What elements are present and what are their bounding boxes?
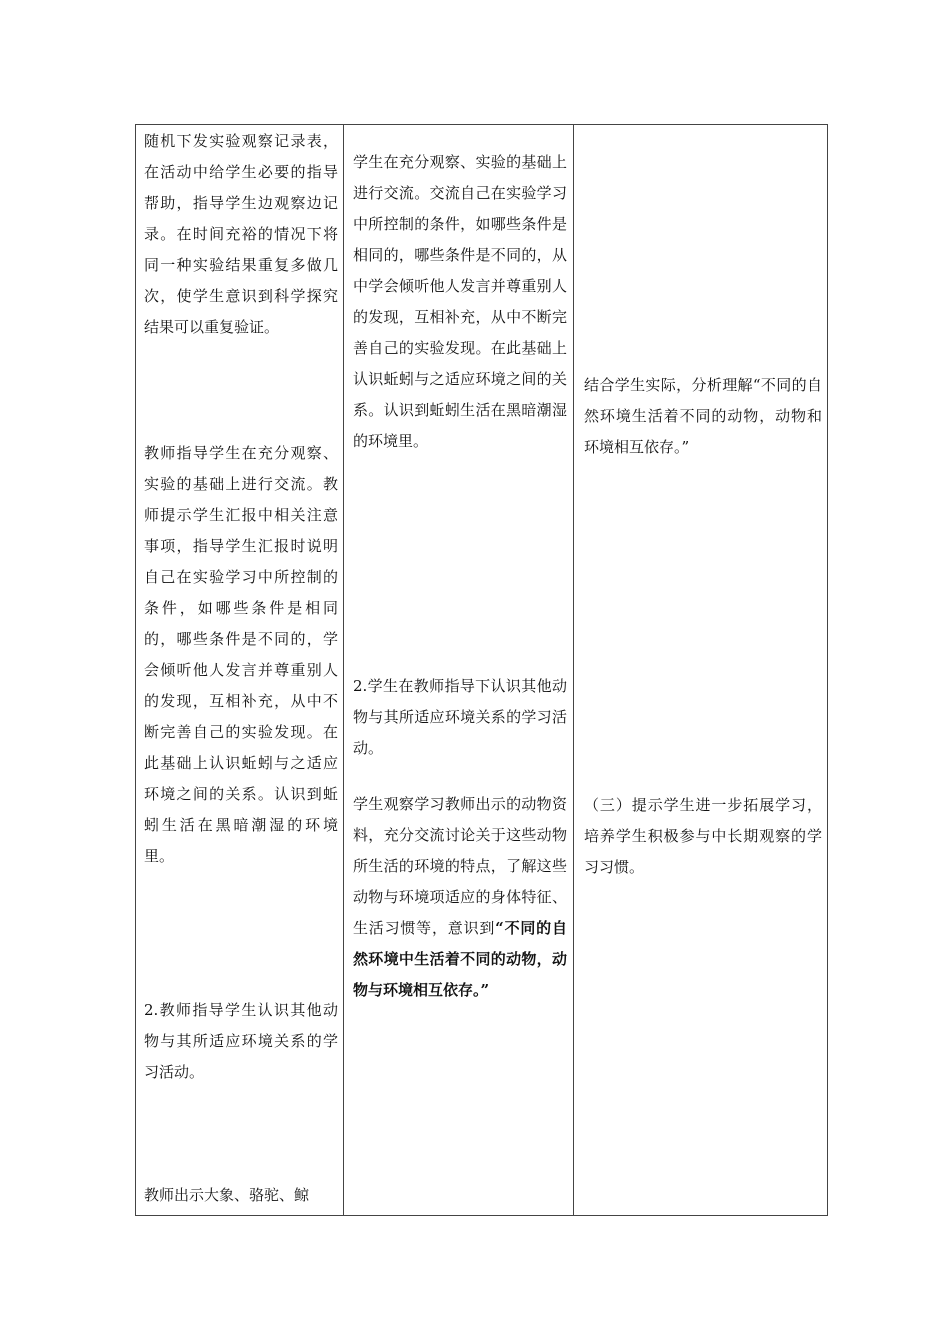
teacher-activity-2-heading: 2.教师指导学生认识其他动物与其所适应环境关系的学习活动。: [144, 1001, 338, 1081]
teacher-exchange-paragraph: 教师指导学生在充分观察、实验的基础上进行交流。教师提示学生汇报中相关注意事项，指导学生汇报时说明自己在实验学习中所控制的条件，如哪些条件是相同的，哪些条件是不同的，学会倾听他人发言并尊重别人的发现，互相补充，从中不断完善自己的实验发现。在此基础上认识蚯蚓与之适应环境之间的关系。认识到蚯蚓生活在黑暗潮湿的环境里。: [144, 444, 338, 865]
design-intent-paragraph-2: （三）提示学生进一步拓展学习，培养学生积极参与中长期观察的学习习惯。: [584, 796, 822, 876]
design-intent-column: [574, 125, 828, 1215]
teacher-show-animals-paragraph: 教师出示大象、骆驼、鲸: [144, 1186, 310, 1204]
student-observe-paragraph: [353, 789, 567, 1006]
student-activity-2-heading: 2.学生在教师指导下认识其他动物与其所适应环境关系的学习活动。: [353, 677, 567, 757]
lesson-plan-table: [135, 124, 828, 1216]
teacher-guidance-paragraph: 随机下发实验观察记录表，在活动中给学生必要的指导帮助，指导学生边观察边记录。在时间充裕的情况下将同一种实验结果重复多做几次，使学生意识到科学探究结果可以重复验证。: [144, 132, 338, 336]
student-activity-column: [344, 125, 574, 1215]
student-exchange-paragraph: 学生在充分观察、实验的基础上进行交流。交流自己在实验学习中所控制的条件，如哪些条件是相同的，哪些条件是不同的，从中学会倾听他人发言并尊重别人的发现，互相补充，从中不断完善自己的实验发现。在此基础上认识蚯蚓与之适应环境之间的关系。认识到蚯蚓生活在黑暗潮湿的环境里。: [353, 153, 567, 450]
student-observe-text: 学生观察学习教师出示的动物资料，充分交流讨论关于这些动物所生活的环境的特点，了解这些动物与环境项适应的身体特征、生活习惯等，意识到: [353, 795, 567, 937]
teacher-activity-column: [136, 125, 344, 1215]
design-intent-paragraph-1: 结合学生实际，分析理解“不同的自然环境生活着不同的动物，动物和环境相互依存。”: [584, 376, 822, 456]
key-conclusion-text: “不同的自然环境中生活着不同的动物，动物与环境相互依存。”: [353, 919, 567, 999]
